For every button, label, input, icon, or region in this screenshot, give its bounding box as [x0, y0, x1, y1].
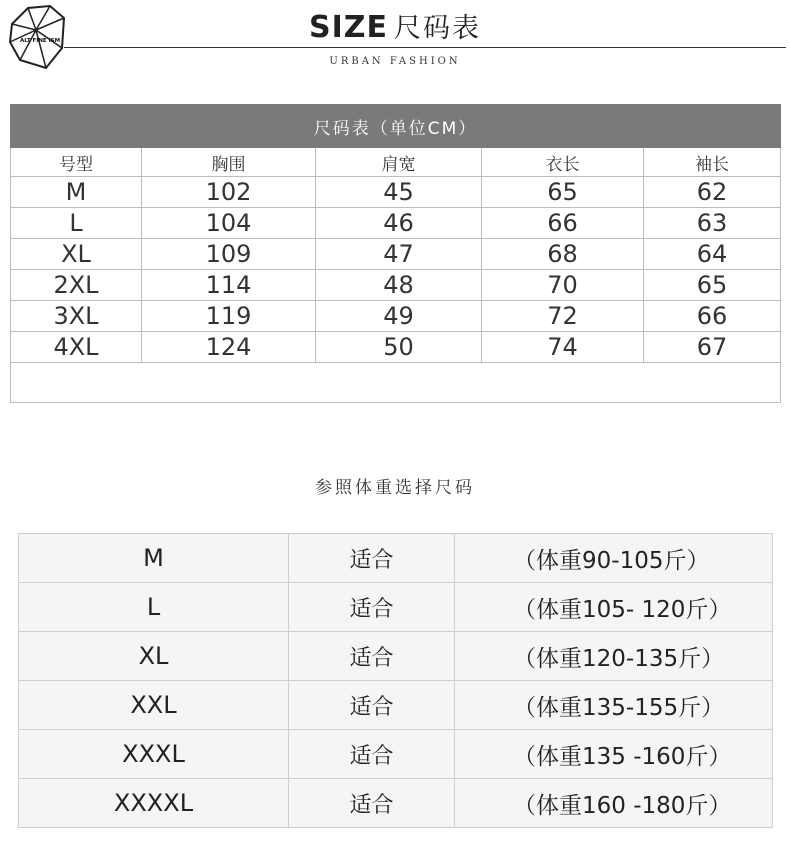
size-cell: L: [11, 208, 142, 239]
header-divider: [64, 47, 786, 48]
length-cell: 72: [482, 301, 644, 332]
title-en: SIZE: [308, 10, 388, 45]
shoulder-cell: 49: [316, 301, 482, 332]
column-header: 衣长: [482, 148, 644, 177]
weight-range-cell: （体重135 -160斤）: [455, 730, 773, 779]
page-subtitle: URBAN FASHION: [329, 56, 461, 67]
fit-cell: 适合: [289, 730, 455, 779]
size-cell: XXXXL: [19, 779, 289, 828]
table-row: [11, 301, 781, 332]
shoulder-cell: 45: [316, 177, 482, 208]
shoulder-cell: 48: [316, 270, 482, 301]
size-cell: XXL: [19, 681, 289, 730]
page-title: [0, 6, 790, 45]
size-table: [10, 104, 781, 403]
size-cell: XL: [19, 632, 289, 681]
column-header: 肩宽: [316, 148, 482, 177]
size-cell: M: [11, 177, 142, 208]
chest-cell: 114: [142, 270, 316, 301]
shoulder-cell: 46: [316, 208, 482, 239]
length-cell: 70: [482, 270, 644, 301]
weight-range-cell: （体重105- 120斤）: [455, 583, 773, 632]
table-row: [11, 239, 781, 270]
length-cell: 74: [482, 332, 644, 363]
chest-cell: 102: [142, 177, 316, 208]
column-header: 胸围: [142, 148, 316, 177]
chest-cell: 109: [142, 239, 316, 270]
chest-cell: 124: [142, 332, 316, 363]
weight-table: [18, 533, 773, 828]
table-row: [11, 270, 781, 301]
sleeve-cell: 66: [644, 301, 781, 332]
length-cell: 65: [482, 177, 644, 208]
size-table-header: [11, 148, 781, 177]
title-cn: 尺码表: [394, 13, 481, 44]
sleeve-cell: 65: [644, 270, 781, 301]
fit-cell: 适合: [289, 632, 455, 681]
weight-range-cell: （体重160 -180斤）: [455, 779, 773, 828]
size-cell: 4XL: [11, 332, 142, 363]
weight-range-cell: （体重120-135斤）: [455, 632, 773, 681]
fit-cell: 适合: [289, 779, 455, 828]
logo-text: ALT FINE ISM: [20, 38, 61, 44]
weight-range-cell: （体重135-155斤）: [455, 681, 773, 730]
table-row: [11, 208, 781, 239]
size-cell: XL: [11, 239, 142, 270]
shoulder-cell: 47: [316, 239, 482, 270]
sleeve-cell: 64: [644, 239, 781, 270]
sleeve-cell: 67: [644, 332, 781, 363]
empty-cell: [11, 363, 781, 403]
table-row: [19, 534, 773, 583]
empty-row: [11, 363, 781, 403]
chest-cell: 104: [142, 208, 316, 239]
chest-cell: 119: [142, 301, 316, 332]
shoulder-cell: 50: [316, 332, 482, 363]
weight-range-cell: （体重90-105斤）: [455, 534, 773, 583]
fit-cell: 适合: [289, 534, 455, 583]
length-cell: 68: [482, 239, 644, 270]
length-cell: 66: [482, 208, 644, 239]
weight-section-title: 参照体重选择尺码: [315, 478, 475, 498]
size-cell: L: [19, 583, 289, 632]
size-table-caption: 尺码表（单位CM）: [11, 105, 781, 148]
table-row: [11, 332, 781, 363]
fit-cell: 适合: [289, 583, 455, 632]
table-row: [19, 632, 773, 681]
size-cell: XXXL: [19, 730, 289, 779]
table-row: [19, 730, 773, 779]
table-row: [19, 583, 773, 632]
column-header: 号型: [11, 148, 142, 177]
table-row: [19, 779, 773, 828]
column-header: 袖长: [644, 148, 781, 177]
size-cell: 3XL: [11, 301, 142, 332]
sleeve-cell: 63: [644, 208, 781, 239]
fit-cell: 适合: [289, 681, 455, 730]
size-cell: M: [19, 534, 289, 583]
table-row: [11, 177, 781, 208]
size-cell: 2XL: [11, 270, 142, 301]
sleeve-cell: 62: [644, 177, 781, 208]
table-row: [19, 681, 773, 730]
